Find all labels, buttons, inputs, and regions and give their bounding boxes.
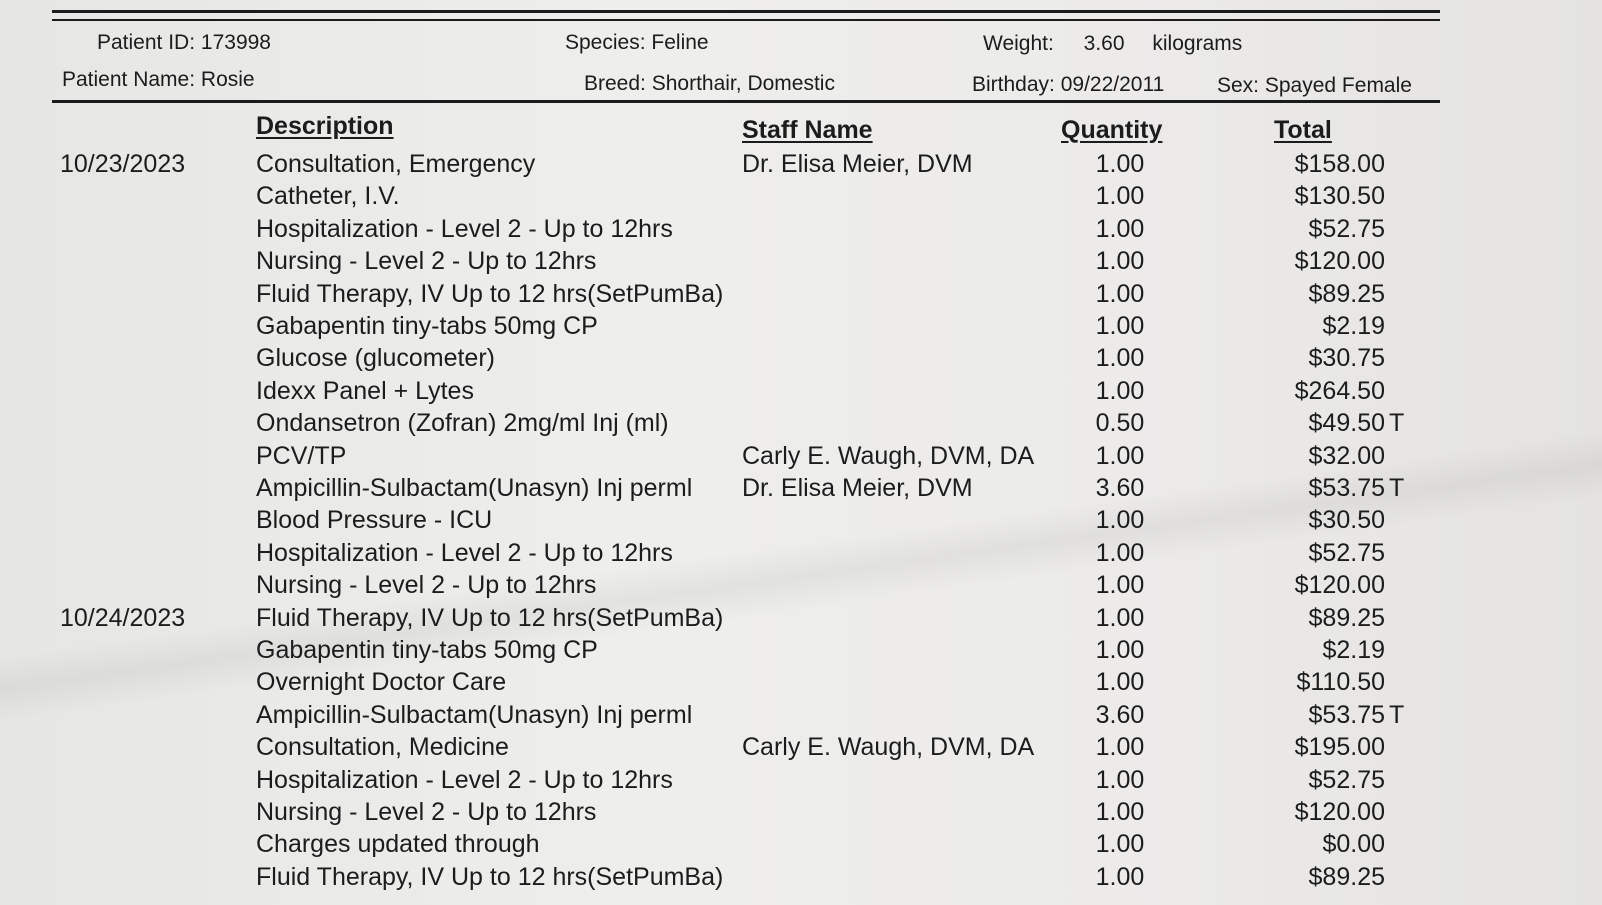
row-description: Charges updated through (256, 830, 540, 859)
row-staff: Carly E. Waugh, DVM, DA (742, 733, 1035, 762)
breed-value: Shorthair, Domestic (651, 72, 835, 95)
row-total: $52.75 (1308, 765, 1385, 794)
table-row (0, 472, 1602, 505)
row-quantity: 1.00 (1095, 798, 1145, 826)
row-staff: Dr. Elisa Meier, DVM (742, 474, 973, 502)
table-row (0, 407, 1602, 440)
row-description: Blood Pressure - ICU (256, 506, 493, 535)
row-staff: Dr. Elisa Meier, DVM (742, 150, 973, 178)
row-total: $195.00 (1294, 733, 1385, 762)
table-row (0, 666, 1602, 699)
row-total: $89.25 (1308, 279, 1385, 308)
row-total: $30.50 (1308, 506, 1385, 535)
table-row (0, 375, 1602, 408)
column-header-quantity: Quantity (1061, 116, 1163, 144)
table-row (0, 537, 1602, 570)
table-row (0, 180, 1602, 213)
table-row (0, 245, 1602, 278)
row-description: Catheter, I.V. (256, 182, 400, 211)
row-description: Overnight Doctor Care (256, 668, 507, 697)
table-row (0, 440, 1602, 473)
row-description: PCV/TP (256, 441, 347, 470)
row-date: 10/24/2023 (60, 603, 186, 632)
table-row (0, 634, 1602, 667)
row-total: $110.50 (1296, 668, 1385, 697)
sex-value: Spayed Female (1264, 74, 1412, 97)
table-row (0, 342, 1602, 375)
row-quantity: 3.60 (1095, 474, 1145, 502)
row-total: $32.00 (1308, 441, 1385, 470)
row-description: Ampicillin-Sulbactam(Unasyn) Inj perml (256, 474, 693, 502)
row-description: Glucose (glucometer) (256, 344, 495, 373)
row-date: 10/23/2023 (60, 150, 186, 178)
row-quantity: 1.00 (1095, 830, 1145, 859)
row-description: Nursing - Level 2 - Up to 12hrs (256, 798, 597, 826)
table-row (0, 861, 1602, 894)
row-quantity: 1.00 (1095, 733, 1145, 762)
row-quantity: 1.00 (1095, 603, 1145, 632)
row-description: Hospitalization - Level 2 - Up to 12hrs (256, 538, 673, 567)
row-quantity: 0.50 (1095, 409, 1145, 438)
row-quantity: 1.00 (1095, 279, 1145, 308)
patient-id-label: Patient ID: (97, 31, 196, 54)
row-description: Nursing - Level 2 - Up to 12hrs (256, 247, 597, 276)
row-total: $2.19 (1322, 312, 1385, 340)
table-row (0, 213, 1602, 246)
species-value: Feline (651, 31, 709, 54)
table-row (0, 796, 1602, 829)
table-row (0, 699, 1602, 732)
row-total: $52.75 (1308, 538, 1385, 567)
row-total: $120.00 (1294, 571, 1385, 600)
weight-label: Weight: (983, 32, 1054, 55)
row-total: $53.75 (1308, 474, 1385, 502)
row-description: Hospitalization - Level 2 - Up to 12hrs (256, 765, 673, 794)
row-quantity: 1.00 (1095, 247, 1145, 276)
table-row (0, 828, 1602, 861)
row-description: Consultation, Medicine (256, 733, 509, 762)
row-description: Idexx Panel + Lytes (256, 376, 474, 405)
row-description: Ondansetron (Zofran) 2mg/ml Inj (ml) (256, 409, 669, 438)
row-description: Fluid Therapy, IV Up to 12 hrs(SetPumBa) (256, 862, 724, 891)
row-description: Fluid Therapy, IV Up to 12 hrs(SetPumBa) (256, 279, 724, 308)
row-quantity: 1.00 (1095, 636, 1145, 664)
row-quantity: 1.00 (1095, 182, 1145, 211)
row-total: $130.50 (1294, 182, 1385, 211)
row-quantity: 1.00 (1095, 312, 1145, 340)
species-label: Species: (565, 31, 646, 54)
row-total: $2.19 (1322, 636, 1385, 664)
table-row (0, 310, 1602, 343)
row-total: $89.25 (1308, 862, 1385, 891)
row-total: $49.50 (1308, 409, 1385, 438)
row-quantity: 1.00 (1095, 538, 1145, 567)
table-row (0, 504, 1602, 537)
row-total: $0.00 (1322, 830, 1385, 859)
row-total: $52.75 (1308, 214, 1385, 243)
row-quantity: 1.00 (1095, 441, 1145, 470)
row-quantity: 1.00 (1095, 376, 1145, 405)
row-quantity: 1.00 (1095, 214, 1145, 243)
breed-label: Breed: (584, 72, 646, 95)
table-row (0, 148, 1602, 181)
row-description: Ampicillin-Sulbactam(Unasyn) Inj perml (256, 700, 693, 729)
row-total: $120.00 (1294, 247, 1385, 276)
row-tax-flag: T (1389, 409, 1405, 438)
row-quantity: 1.00 (1095, 668, 1145, 697)
table-row (0, 764, 1602, 797)
table-row (0, 278, 1602, 311)
patient-name-label: Patient Name: (62, 68, 196, 91)
patient-name-value: Rosie (200, 68, 255, 91)
row-description: Hospitalization - Level 2 - Up to 12hrs (256, 214, 673, 243)
row-description: Fluid Therapy, IV Up to 12 hrs(SetPumBa) (256, 603, 724, 632)
column-header-staff: Staff Name (742, 116, 873, 144)
row-tax-flag: T (1389, 474, 1405, 502)
weight-unit: kilograms (1152, 32, 1243, 55)
weight-value: 3.60 (1083, 32, 1125, 55)
row-description: Consultation, Emergency (256, 150, 536, 178)
row-quantity: 1.00 (1095, 344, 1145, 373)
birthday-value: 09/22/2011 (1060, 73, 1165, 96)
row-quantity: 1.00 (1095, 506, 1145, 535)
table-row (0, 569, 1602, 602)
row-total: $120.00 (1294, 798, 1385, 826)
column-header-total: Total (1274, 116, 1332, 144)
row-total: $89.25 (1308, 603, 1385, 632)
column-header-description: Description (256, 112, 394, 140)
row-quantity: 1.00 (1095, 765, 1145, 794)
row-total: $264.50 (1294, 376, 1385, 405)
row-total: $30.75 (1308, 344, 1385, 373)
row-tax-flag: T (1389, 700, 1405, 729)
row-staff: Carly E. Waugh, DVM, DA (742, 441, 1035, 470)
row-total: $158.00 (1294, 150, 1385, 178)
table-row (0, 602, 1602, 635)
patient-id-value: 173998 (200, 31, 271, 54)
sex-label: Sex: (1217, 74, 1260, 97)
row-quantity: 1.00 (1095, 150, 1145, 178)
row-quantity: 1.00 (1095, 862, 1145, 891)
table-row (0, 731, 1602, 764)
row-description: Gabapentin tiny-tabs 50mg CP (256, 636, 598, 664)
birthday-label: Birthday: (972, 73, 1055, 96)
row-total: $53.75 (1308, 700, 1385, 729)
row-description: Nursing - Level 2 - Up to 12hrs (256, 571, 597, 600)
row-description: Gabapentin tiny-tabs 50mg CP (256, 312, 598, 340)
row-quantity: 3.60 (1095, 700, 1145, 729)
row-quantity: 1.00 (1095, 571, 1145, 600)
